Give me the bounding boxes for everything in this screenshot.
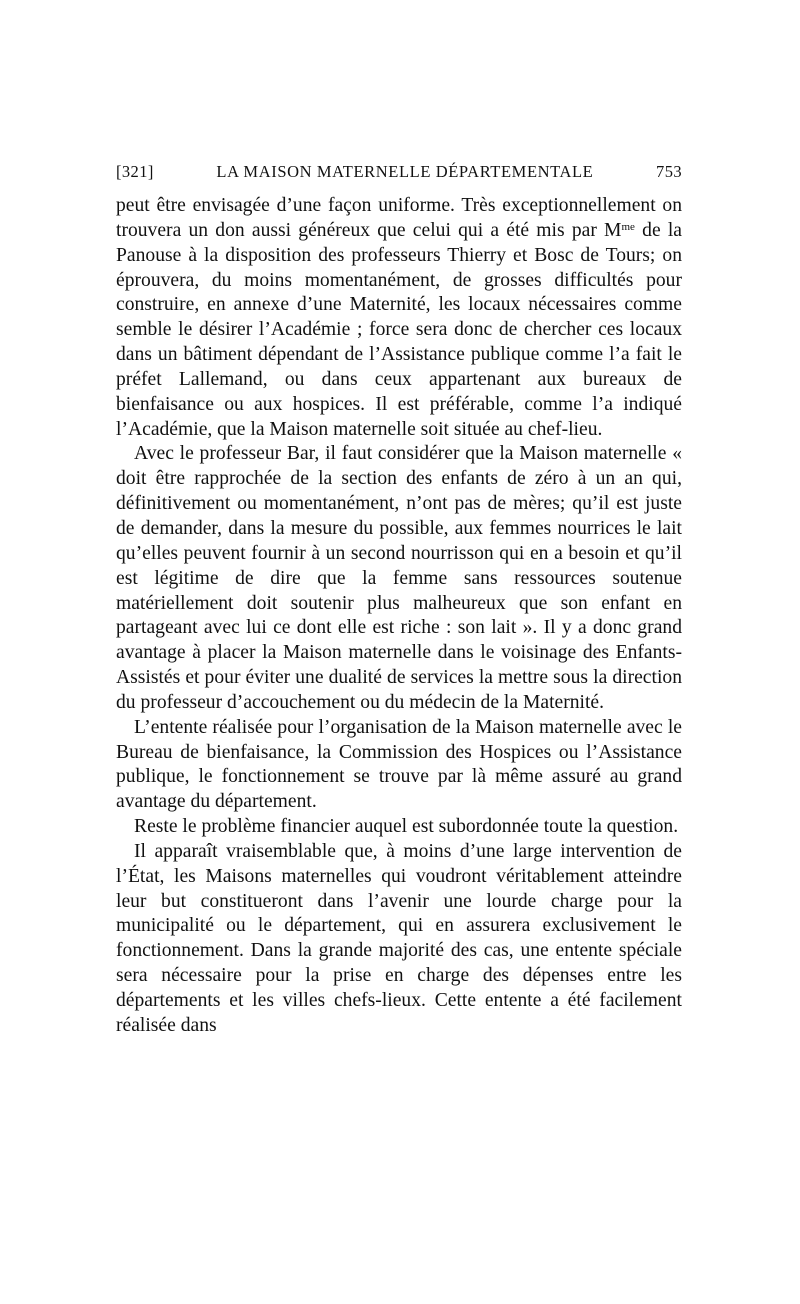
book-page: [116, 156, 682, 1039]
paragraph-5: Il apparaît vraisemblable que, à moins d’une large intervention de l’État, les Maisons maternelles qui voudront véritablement atteindre leur but constitueront dans l’avenir une lourde charge pour la municipalité ou le département, qui en assurera exclusivement le fonctionnement. Dans la grande majorité des cas, une entente spéciale sera nécessaire pour la prise en charge des dépenses entre les départements et les villes chefs-lieux. Cette entente a été facilement réalisée dans: [116, 840, 682, 1036]
body-text: [116, 194, 682, 1039]
page-number: 753: [656, 162, 682, 181]
paragraph-2: Avec le professeur Bar, il faut considérer que la Maison maternelle « doit être rapprochée de la section des enfants de zéro à un an qui, définitivement ou momentanément, n’ont pas de mères; qu’il est juste de demander, dans la mesure du possible, aux femmes nourrices le lait qu’elles peuvent fournir à un second nourrisson qui en a besoin et qu’il est légitime de dire que la femme sans ressources soutenue matériellement doit soutenir plus malheureux que son enfant en partageant avec lui ce dont elle est riche : son lait ». Il y a donc grand avantage à placer la Maison maternelle dans le voisinage des Enfants-Assistés et pour éviter une dualité de services la mettre sous la direction du professeur d’accouchement ou du médecin de la Maternité.: [116, 443, 682, 713]
paragraph-3: L’entente réalisée pour l’organisation de la Maison maternelle avec le Bureau de bienfaisance, la Commission des Hospices ou l’Assistance publique, le fonctionnement se trouve par là même assuré au grand avantage du département.: [116, 716, 682, 813]
paragraph-4: Reste le problème financier auquel est subordonnée toute la question.: [134, 816, 679, 838]
paragraph-1-text-b: de la Panouse à la disposition des professeurs Thierry et Bosc de Tours; on éprouvera, du moins momentanément, de grosses difficultés pour construire, en annexe d’une Maternité, les locaux nécessaires comme semble le désirer l’Académie ; force sera donc de chercher ces locaux dans un bâtiment dépendant de l’Assistance publique comme l’a fait le préfet Lallemand, ou dans ceux appartenant aux bureaux de bienfaisance ou aux hospices. Il est préférable, comme l’a indiqué l’Académie, que la Maison maternelle soit située au chef-lieu.: [116, 219, 682, 440]
madame-abbreviation-superscript: me: [621, 220, 635, 233]
paragraph-1: [116, 194, 682, 442]
section-number: [321]: [116, 162, 154, 181]
running-header: [116, 156, 682, 188]
running-title: LA MAISON MATERNELLE DÉPARTEMENTALE: [216, 162, 594, 181]
paragraph-1-text-a: peut être envisagée d’une façon uniforme. Très exceptionnellement on trouvera un don aussi généreux que celui qui a été mis par M: [116, 195, 682, 241]
